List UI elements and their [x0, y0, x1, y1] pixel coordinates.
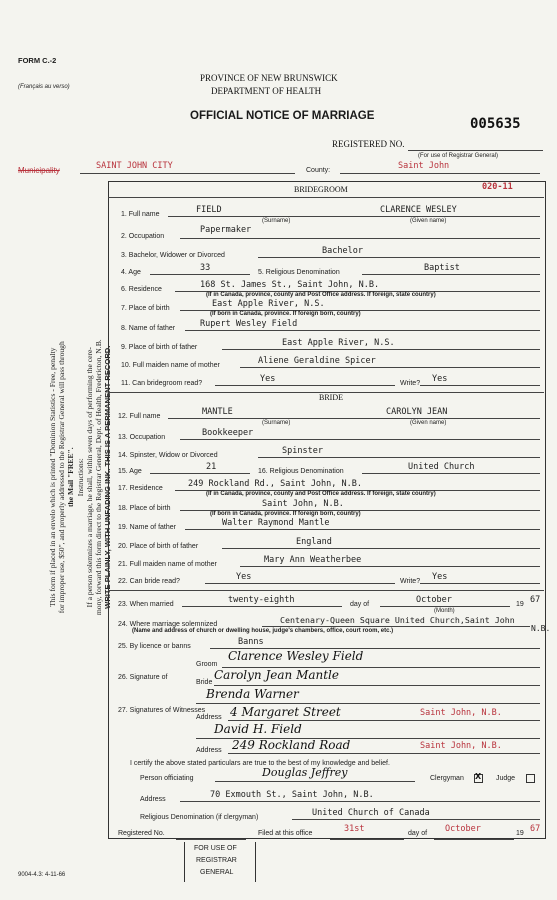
groom-mother-label: 10. Full maiden name of mother: [121, 362, 220, 369]
witness2-address: 249 Rockland Road: [232, 738, 351, 752]
groom-occupation-label: 2. Occupation: [121, 233, 165, 240]
officiant-denomination: United Church of Canada: [312, 808, 430, 818]
french-note: (Français au verso): [18, 84, 70, 90]
groom-read: Yes: [260, 374, 276, 384]
groom-surname-hint: (Surname): [262, 218, 291, 224]
county-value: Saint John: [398, 161, 450, 171]
bride-age-label: 15. Age: [118, 468, 142, 475]
bride-birth-hint: (If born in Canada, province. If foreign born, country): [210, 511, 361, 517]
officiant-signature: Douglas Jeffrey: [262, 766, 348, 779]
bride-read: Yes: [236, 572, 252, 582]
bride-father-birth-label: 20. Place of birth of father: [118, 543, 199, 550]
witness-signatures-label: 27. Signatures of Witnesses: [118, 707, 206, 714]
bridegroom-heading: BRIDEGROOM: [294, 185, 348, 194]
bride-mother-label: 21. Full maiden name of mother: [118, 561, 217, 568]
filed-day-of-label: day of: [408, 830, 428, 837]
bride-father: Walter Raymond Mantle: [222, 518, 330, 528]
bride-age: 21: [206, 462, 217, 472]
registrar-use-hint: (For use of Registrar General): [418, 153, 499, 159]
bride-father-label: 19. Name of father: [118, 524, 176, 531]
groom-birth-hint: (If born in Canada, province. If foreign born, country): [210, 311, 361, 317]
marriage-year-prefix: 19: [516, 601, 524, 608]
groom-birth: East Apple River, N.S.: [212, 299, 325, 309]
groom-occupation: Papermaker: [200, 225, 252, 235]
groom-religion-label: 5. Religious Denomination: [258, 269, 340, 276]
witness2-city: Saint John, N.B.: [420, 741, 502, 751]
form-code: FORM C.-2: [18, 56, 57, 65]
groom-signature: Clarence Wesley Field: [228, 649, 364, 663]
witness1-address-label: Address: [196, 714, 222, 721]
bride-mother: Mary Ann Weatherbee: [264, 555, 362, 565]
file-number: 020-11: [482, 182, 513, 192]
marriage-day: twenty-eighth: [228, 595, 295, 605]
religious-denomination-label: Religious Denomination (if clergyman): [140, 814, 259, 821]
bride-surname-hint: (Surname): [262, 420, 291, 426]
groom-write: Yes: [432, 374, 448, 384]
filed-day: 31st: [344, 824, 365, 834]
bride-heading: BRIDE: [319, 393, 343, 402]
bride-signature-label: Bride: [196, 679, 213, 686]
groom-write-label: Write?: [400, 380, 421, 387]
bride-write: Yes: [432, 572, 448, 582]
groom-birth-label: 7. Place of birth: [121, 305, 170, 312]
registrar-box-line-3: GENERAL: [200, 869, 234, 876]
groom-father: Rupert Wesley Field: [200, 319, 298, 329]
where-solemnized-label: 24. Where marriage solemnized: [118, 621, 218, 628]
registrar-box-line-2: REGISTRAR: [196, 857, 237, 864]
licence-banns: Banns: [238, 637, 264, 647]
county-label: County:: [306, 167, 331, 174]
filed-month: October: [445, 824, 481, 834]
filed-year-prefix: 19: [516, 830, 524, 837]
marriage-place: Centenary-Queen Square United Church,Saint John: [280, 615, 515, 625]
bride-status-label: 14. Spinster, Widow or Divorced: [118, 452, 218, 459]
witness1-address: 4 Margaret Street: [230, 705, 341, 719]
registrar-box-line-1: FOR USE OF: [194, 845, 237, 852]
page-title: OFFICIAL NOTICE OF MARRIAGE: [190, 110, 375, 122]
officiant-address-label: Address: [140, 796, 166, 803]
marriage-month-hint: (Month): [434, 608, 455, 614]
bride-residence-hint: (If in Canada, province, county and Post Office address. If foreign, state country): [206, 491, 436, 497]
certify-statement: I certify the above stated particulars are true to the best of my knowledge and belief.: [130, 760, 390, 767]
when-married-label: 23. When married: [118, 601, 174, 608]
groom-residence-label: 6. Residence: [121, 286, 162, 293]
bride-father-birth: England: [296, 537, 332, 547]
bride-religion: United Church: [408, 462, 475, 472]
bride-given-name: CAROLYN JEAN: [386, 407, 448, 417]
groom-given-hint: (Given name): [410, 218, 447, 224]
groom-mother: Aliene Geraldine Spicer: [258, 356, 376, 366]
groom-age-label: 4. Age: [121, 269, 141, 276]
filed-label: Filed at this office: [258, 830, 313, 837]
marriage-place-hint: (Name and address of church or dwelling house, judge's chambers, office, court room, etc.): [132, 628, 394, 634]
filed-year: 67: [530, 824, 541, 834]
groom-residence: 168 St. James St., Saint John, N.B.: [200, 280, 380, 290]
footer-code: 9004-4.3: 4-11-66: [18, 872, 66, 878]
marriage-place-suffix: N.B.: [531, 624, 551, 633]
marriage-day-of-label: day of: [350, 601, 370, 608]
groom-father-label: 8. Name of father: [121, 325, 176, 332]
clergyman-checkbox[interactable]: X: [475, 772, 482, 781]
bride-birth: Saint John, N.B.: [262, 499, 344, 509]
groom-read-label: 11. Can bridegroom read?: [121, 380, 203, 387]
bride-religion-label: 16. Religious Denomination: [258, 468, 344, 475]
groom-father-birth-label: 9. Place of birth of father: [121, 344, 198, 351]
bride-given-hint: (Given name): [410, 420, 447, 426]
registered-number: 005635: [470, 116, 521, 132]
groom-status-label: 3. Bachelor, Widower or Divorced: [121, 252, 225, 259]
bride-full-name-label: 12. Full name: [118, 413, 161, 420]
bride-birth-label: 18. Place of birth: [118, 505, 171, 512]
province-heading: PROVINCE OF NEW BRUNSWICK: [200, 73, 338, 83]
bride-occupation: Bookkeeper: [202, 428, 254, 438]
officiant-address: 70 Exmouth St., Saint John, N.B.: [210, 790, 374, 800]
groom-residence-hint: (If in Canada, province, county and Post Office address. If foreign, state country): [206, 292, 436, 298]
groom-age: 33: [200, 263, 211, 273]
bride-surname: MANTLE: [202, 407, 233, 417]
municipality-label: Municipality: [18, 166, 60, 175]
bride-residence: 249 Rockland Rd., Saint John, N.B.: [188, 479, 362, 489]
groom-full-name-label: 1. Full name: [121, 211, 160, 218]
witness2-address-label: Address: [196, 747, 222, 754]
department-heading: DEPARTMENT OF HEALTH: [211, 86, 322, 96]
bride-status: Spinster: [282, 446, 323, 456]
groom-signature-label: Groom: [196, 661, 218, 668]
city-value: SAINT JOHN CITY: [96, 161, 173, 171]
licence-banns-label: 25. By licence or banns: [118, 643, 191, 650]
groom-father-birth: East Apple River, N.S.: [282, 338, 395, 348]
bride-read-label: 22. Can bride read?: [118, 578, 180, 585]
judge-checkbox[interactable]: [526, 774, 535, 783]
marriage-year: 67: [530, 595, 541, 605]
clergyman-label: Clergyman: [430, 775, 464, 782]
groom-surname: FIELD: [196, 205, 222, 215]
judge-label: Judge: [496, 775, 516, 782]
witness1-city: Saint John, N.B.: [420, 708, 502, 718]
bride-occupation-label: 13. Occupation: [118, 434, 166, 441]
marriage-month: October: [416, 595, 452, 605]
groom-status: Bachelor: [322, 246, 363, 256]
registered-no-label: REGISTERED NO.: [332, 139, 405, 149]
witness2-signature: David H. Field: [214, 722, 302, 736]
groom-religion: Baptist: [424, 263, 460, 273]
person-officiating-label: Person officiating: [140, 775, 194, 782]
bride-signature: Carolyn Jean Mantle: [214, 668, 339, 682]
signature-of-label: 26. Signature of: [118, 674, 168, 681]
bride-residence-label: 17. Residence: [118, 485, 163, 492]
bride-write-label: Write?: [400, 578, 421, 585]
witness1-signature: Brenda Warner: [206, 687, 299, 701]
side-instructions: This form if placed in an envelo which is printed "Dominion Statistics - Free, penalty for improper use, $50", and properly addressed to the Registrar General will pass through the Mail "FREE". Instructions: If a person solemnizes a marriage, he shall, within seven days of performing the cere- mony, forward this form direct to the Registrar General, Dept. of Health, Fredericton, N.B. WRITE PLAINLY, WITH UNFADING INK. THIS IS A PERMANENT RECORD.: [47, 339, 113, 616]
groom-given-name: CLARENCE WESLEY: [380, 205, 457, 215]
registered-no-footer-label: Registered No.: [118, 830, 165, 837]
